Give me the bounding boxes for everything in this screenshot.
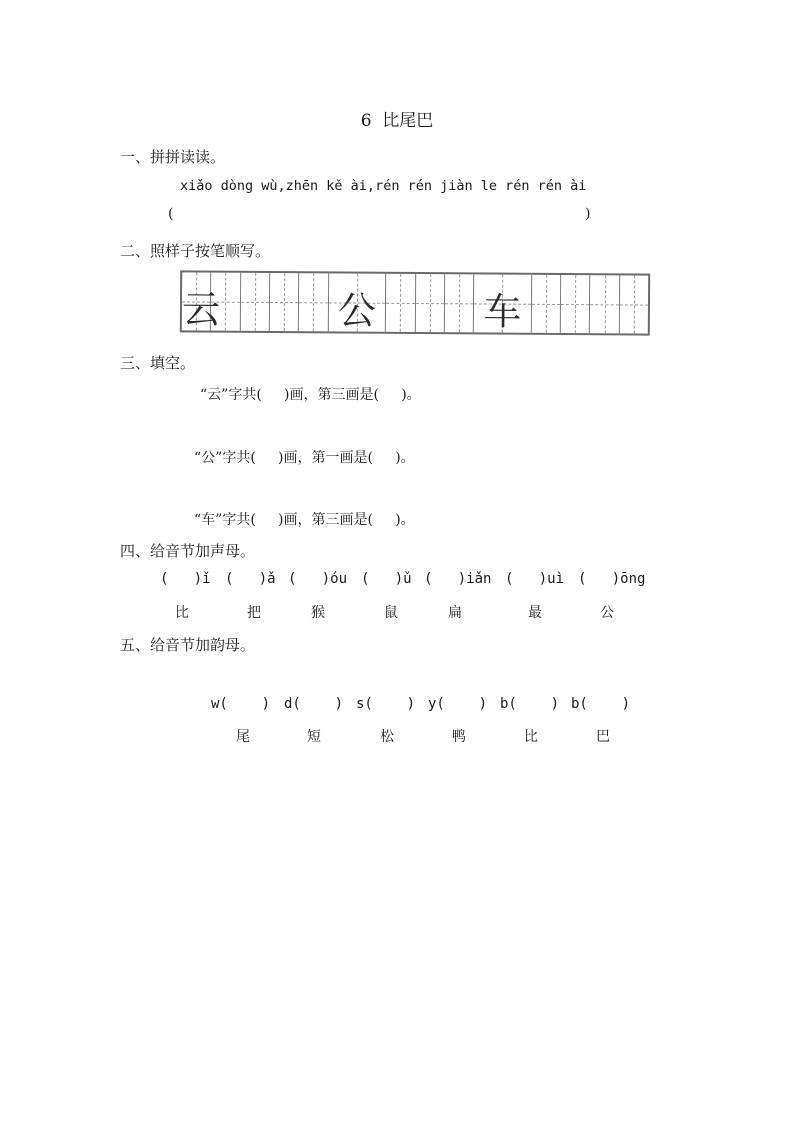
pinyin-sentence: xiǎo dòng wù,zhēn kě ài,rén rén jiàn le rén rén ài — [180, 178, 587, 194]
grid-cell[interactable] — [386, 274, 416, 332]
pinyin-item[interactable]: ( )iǎn — [424, 571, 492, 587]
grid-cell[interactable] — [619, 275, 648, 333]
finals-pinyin-row — [0, 696, 794, 716]
hanzi-item: 比 — [175, 605, 189, 621]
grid-cell[interactable] — [415, 274, 445, 332]
pinyin-item[interactable]: ( )ǔ — [361, 571, 412, 587]
hanzi-item: 公 — [600, 605, 614, 621]
pinyin-item[interactable]: ( )ōng — [578, 571, 646, 587]
grid-cell[interactable] — [532, 275, 562, 333]
hanzi-item: 短 — [307, 729, 321, 745]
section-3-heading: 三、填空。 — [120, 354, 196, 372]
pinyin-item[interactable]: b( ) — [571, 696, 631, 712]
hanzi-item: 尾 — [236, 729, 250, 745]
hanzi-item: 松 — [380, 729, 394, 745]
hanzi-item: 鸭 — [452, 729, 466, 745]
grid-cell[interactable] — [181, 272, 221, 332]
grid-char: 公 — [337, 288, 376, 333]
hanzi-item: 鼠 — [384, 605, 398, 621]
pinyin-item[interactable]: b( ) — [500, 696, 560, 712]
grid-cell[interactable] — [240, 273, 270, 331]
grid-cell[interactable] — [328, 273, 386, 331]
hanzi-item: 把 — [247, 605, 261, 621]
hanzi-item: 比 — [524, 729, 538, 745]
fill-blank-line: “车”字共( )画，第三画是( )。 — [194, 512, 415, 528]
grid-cell[interactable] — [590, 275, 620, 333]
grid-cell[interactable] — [270, 273, 300, 331]
hanzi-item: 最 — [528, 605, 542, 621]
grid-char: 云 — [181, 287, 221, 332]
pinyin-item[interactable]: w( ) — [211, 696, 271, 712]
fill-blank-line: “公”字共( )画，第一画是( )。 — [194, 450, 415, 466]
grid-cell[interactable] — [561, 275, 591, 333]
finals-hanzi-row — [0, 726, 794, 748]
grid-cell[interactable] — [299, 273, 329, 331]
hanzi-item: 扁 — [448, 605, 462, 621]
hanzi-item: 猴 — [311, 605, 325, 621]
answer-open-paren: ( — [168, 206, 174, 222]
initials-pinyin-row — [0, 571, 794, 591]
grid-cell[interactable] — [445, 274, 475, 332]
grid-cell[interactable] — [474, 274, 532, 332]
initials-hanzi-row — [0, 602, 794, 624]
writing-grid — [180, 270, 650, 335]
answer-close-paren: ) — [585, 206, 591, 222]
pinyin-item[interactable]: ( )ǎ — [225, 571, 276, 587]
pinyin-item[interactable]: ( )uì — [505, 571, 565, 587]
section-4-heading: 四、给音节加声母。 — [120, 542, 256, 560]
pinyin-item[interactable]: ( )óu — [288, 571, 348, 587]
pinyin-item[interactable]: d( ) — [284, 696, 344, 712]
fill-blank-line: “云”字共( )画，第三画是( )。 — [200, 387, 421, 403]
grid-char: 车 — [483, 289, 522, 334]
pinyin-item[interactable]: ( )ǐ — [160, 571, 211, 587]
section-2-heading: 二、照样子按笔顺写。 — [120, 242, 271, 260]
hanzi-item: 巴 — [596, 729, 610, 745]
section-1-heading: 一、拼拼读读。 — [120, 148, 226, 166]
pinyin-item[interactable]: y( ) — [428, 696, 488, 712]
page-title: 6 比尾巴 — [360, 111, 434, 131]
pinyin-item[interactable]: s( ) — [356, 696, 416, 712]
section-5-heading: 五、给音节加韵母。 — [120, 636, 256, 654]
